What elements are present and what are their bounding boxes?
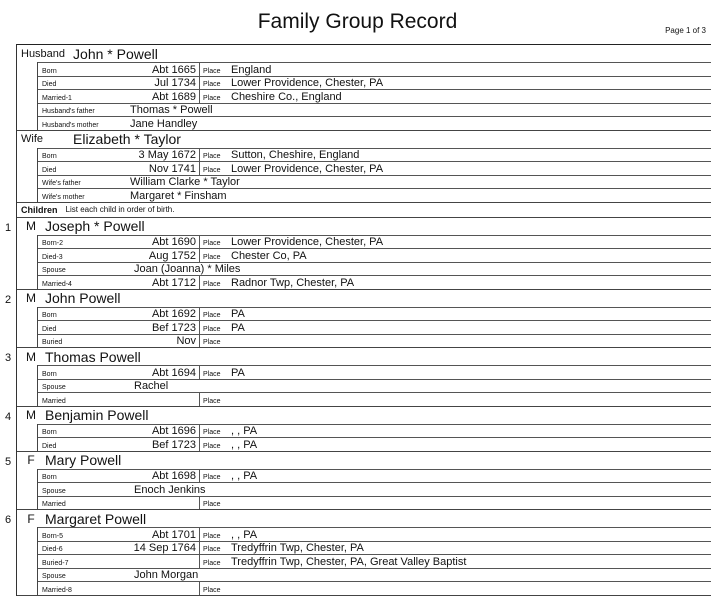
event-date: Abt 1665 (151, 63, 196, 76)
event-row (38, 76, 711, 90)
place-label: Place (199, 393, 229, 406)
child-name: Joseph * Powell (45, 218, 145, 234)
place-label: Place (199, 470, 229, 483)
event-row (38, 527, 711, 541)
event-date: Jul 1734 (154, 77, 196, 89)
event-row (38, 262, 711, 276)
father-name: Thomas * Powell (130, 104, 213, 116)
document-title: Family Group Record (257, 10, 458, 33)
event-label: Buried-7 (42, 559, 69, 567)
child-name: Thomas Powell (45, 348, 141, 365)
event-place: , , PA (231, 528, 258, 541)
place-label: Place (199, 77, 229, 90)
child-number: 4 (5, 410, 12, 423)
event-row (38, 275, 711, 289)
event-label: Born-5 (42, 532, 64, 540)
wife-label: Wife (21, 133, 43, 145)
father-label: Wife's father (42, 180, 81, 187)
husband-label: Husband (21, 47, 66, 60)
event-row (38, 469, 711, 483)
place-label: Place (199, 321, 229, 334)
child-rows (37, 424, 711, 451)
child-name: Mary Powell (45, 452, 122, 468)
place-label: Place (199, 90, 229, 103)
child-sex: F (27, 511, 35, 526)
event-date: Nov 1741 (148, 162, 196, 175)
record-table (5, 44, 711, 596)
child-rows (37, 307, 711, 348)
event-date: Aug 1752 (148, 249, 196, 262)
event-row (38, 554, 711, 568)
event-place: Tredyffrin Twp, Chester, PA (231, 542, 364, 554)
event-place: , , PA (231, 470, 258, 482)
event-row (38, 392, 711, 406)
place-label: Place (199, 438, 229, 451)
place-label: Place (199, 542, 229, 555)
place-label: Place (199, 555, 229, 568)
place-label: Place (199, 162, 229, 175)
child-section (5, 510, 711, 596)
husband-section (17, 45, 711, 131)
father-label: Husband's father (42, 108, 95, 115)
event-date: 3 May 1672 (138, 149, 196, 161)
event-row (38, 541, 711, 555)
event-place: PA (231, 366, 245, 379)
event-label: Married (42, 501, 66, 508)
event-place: Radnor Twp, Chester, PA (231, 276, 355, 289)
child-name: Margaret Powell (45, 510, 147, 527)
spouse-name: John Morgan (134, 569, 199, 581)
child-section (5, 290, 711, 349)
event-place: Lower Providence, Chester, PA (231, 162, 384, 175)
place-label: Place (199, 276, 229, 289)
place-label: Place (199, 366, 229, 379)
event-date: Abt 1690 (151, 236, 196, 248)
spouse-name: Enoch Jenkins (134, 483, 206, 496)
event-label: Spouse (42, 267, 66, 274)
child-header (17, 218, 711, 235)
event-place: PA (231, 321, 245, 334)
event-place: PA (231, 308, 245, 320)
child-header (17, 348, 711, 365)
event-row (38, 581, 711, 595)
child-header (17, 407, 711, 424)
child-header (17, 510, 711, 527)
event-date: Bef 1723 (151, 321, 196, 334)
event-place: , , PA (231, 438, 258, 451)
event-row (38, 424, 711, 438)
place-label: Place (199, 425, 229, 438)
child-sex: M (26, 349, 36, 364)
place-label: Place (199, 528, 229, 541)
child-header (17, 452, 711, 469)
child-rows (37, 235, 711, 289)
event-label: Spouse (42, 487, 66, 495)
mother-label: Wife's mother (42, 193, 85, 201)
event-place: , , PA (231, 425, 258, 437)
mother-name: Margaret * Finsham (130, 189, 227, 202)
event-row (38, 235, 711, 249)
child-sex: M (26, 408, 36, 422)
event-row (38, 148, 711, 162)
child-header (17, 290, 711, 307)
event-date: 14 Sep 1764 (133, 542, 196, 554)
event-row (38, 320, 711, 334)
child-number: 1 (5, 221, 12, 234)
child-name: John Powell (45, 290, 121, 306)
event-label: Died-6 (42, 546, 63, 553)
child-rows (37, 527, 711, 595)
event-label: Died (42, 325, 57, 333)
parent-row (38, 116, 711, 130)
mother-label: Husband's mother (42, 121, 99, 129)
event-label: Married-1 (42, 94, 72, 102)
event-place: Lower Providence, Chester, PA (231, 236, 384, 248)
event-date: Abt 1701 (151, 528, 196, 541)
event-row (38, 482, 711, 496)
place-label: Place (199, 308, 229, 321)
child-number: 5 (5, 455, 12, 468)
children-header (17, 203, 711, 218)
event-row (38, 89, 711, 103)
event-label: Married-4 (42, 280, 72, 288)
spouse-name: Rachel (134, 380, 169, 392)
event-label: Born (42, 370, 57, 378)
wife-header (17, 131, 711, 148)
event-label: Buried (42, 339, 63, 346)
parent-row (38, 188, 711, 202)
wife-rows (37, 148, 711, 202)
event-label: Born (42, 429, 57, 436)
event-label: Died (42, 166, 57, 174)
event-label: Died-3 (42, 253, 63, 261)
event-date: Abt 1694 (151, 366, 196, 379)
parent-row (38, 175, 711, 189)
event-row (38, 379, 711, 393)
father-name: William Clarke * Taylor (130, 176, 240, 188)
event-label: Spouse (42, 573, 66, 580)
event-row (38, 334, 711, 348)
page-number: Page 1 of 3 (665, 26, 706, 35)
parent-row (38, 103, 711, 117)
child-number: 2 (5, 293, 12, 306)
event-label: Married-8 (42, 586, 72, 594)
event-label: Born (42, 67, 57, 75)
event-row (38, 248, 711, 262)
event-label: Died (42, 81, 57, 88)
event-row (38, 496, 711, 510)
event-date: Abt 1692 (151, 308, 196, 320)
husband-rows (37, 62, 711, 130)
child-number: 3 (5, 352, 12, 364)
event-label: Spouse (42, 384, 66, 391)
event-label: Died (42, 442, 57, 450)
husband-header (17, 45, 711, 62)
event-place: England (231, 63, 272, 76)
event-date: Abt 1689 (151, 90, 196, 103)
event-row (38, 62, 711, 76)
event-row (38, 365, 711, 379)
child-number: 6 (5, 514, 12, 526)
place-label: Place (199, 149, 229, 162)
event-date: Abt 1712 (151, 276, 196, 289)
place-label: Place (199, 582, 229, 595)
place-label: Place (199, 249, 229, 262)
event-date: Bef 1723 (151, 438, 196, 451)
children-note: List each child in order of birth. (65, 205, 175, 214)
child-rows (37, 469, 711, 510)
children-list (5, 218, 711, 596)
child-section (5, 218, 711, 290)
event-label: Born (42, 312, 57, 319)
child-section (5, 407, 711, 452)
place-label: Place (199, 335, 229, 348)
event-date: Abt 1696 (151, 425, 196, 437)
wife-name: Elizabeth * Taylor (73, 131, 181, 147)
event-row (38, 437, 711, 451)
child-section (5, 348, 711, 407)
event-place: Tredyffrin Twp, Chester, PA, Great Valley Baptist (231, 555, 467, 568)
spouse-name: Joan (Joanna) * Miles (134, 263, 241, 275)
event-label: Married (42, 397, 66, 405)
children-label: Children (21, 204, 58, 215)
child-sex: F (27, 453, 35, 467)
mother-name: Jane Handley (130, 117, 198, 130)
child-sex: M (26, 291, 36, 305)
event-label: Born (42, 153, 57, 160)
child-name: Benjamin Powell (45, 407, 149, 423)
event-place: Chester Co, PA (231, 249, 307, 262)
event-date: Nov (176, 335, 196, 347)
wife-section (17, 131, 711, 203)
event-date: Abt 1698 (151, 470, 196, 482)
place-label: Place (199, 236, 229, 249)
event-row (38, 307, 711, 321)
place-label: Place (199, 63, 229, 76)
place-label: Place (199, 497, 229, 510)
event-label: Born (42, 474, 57, 481)
event-place: Cheshire Co., England (231, 90, 342, 103)
child-section (5, 452, 711, 511)
child-sex: M (26, 219, 36, 233)
event-label: Born-2 (42, 240, 64, 247)
event-place: Lower Providence, Chester, PA (231, 77, 384, 89)
event-row (38, 568, 711, 582)
event-place: Sutton, Cheshire, England (231, 149, 360, 161)
child-rows (37, 365, 711, 406)
husband-name: John * Powell (73, 45, 158, 62)
event-row (38, 161, 711, 175)
